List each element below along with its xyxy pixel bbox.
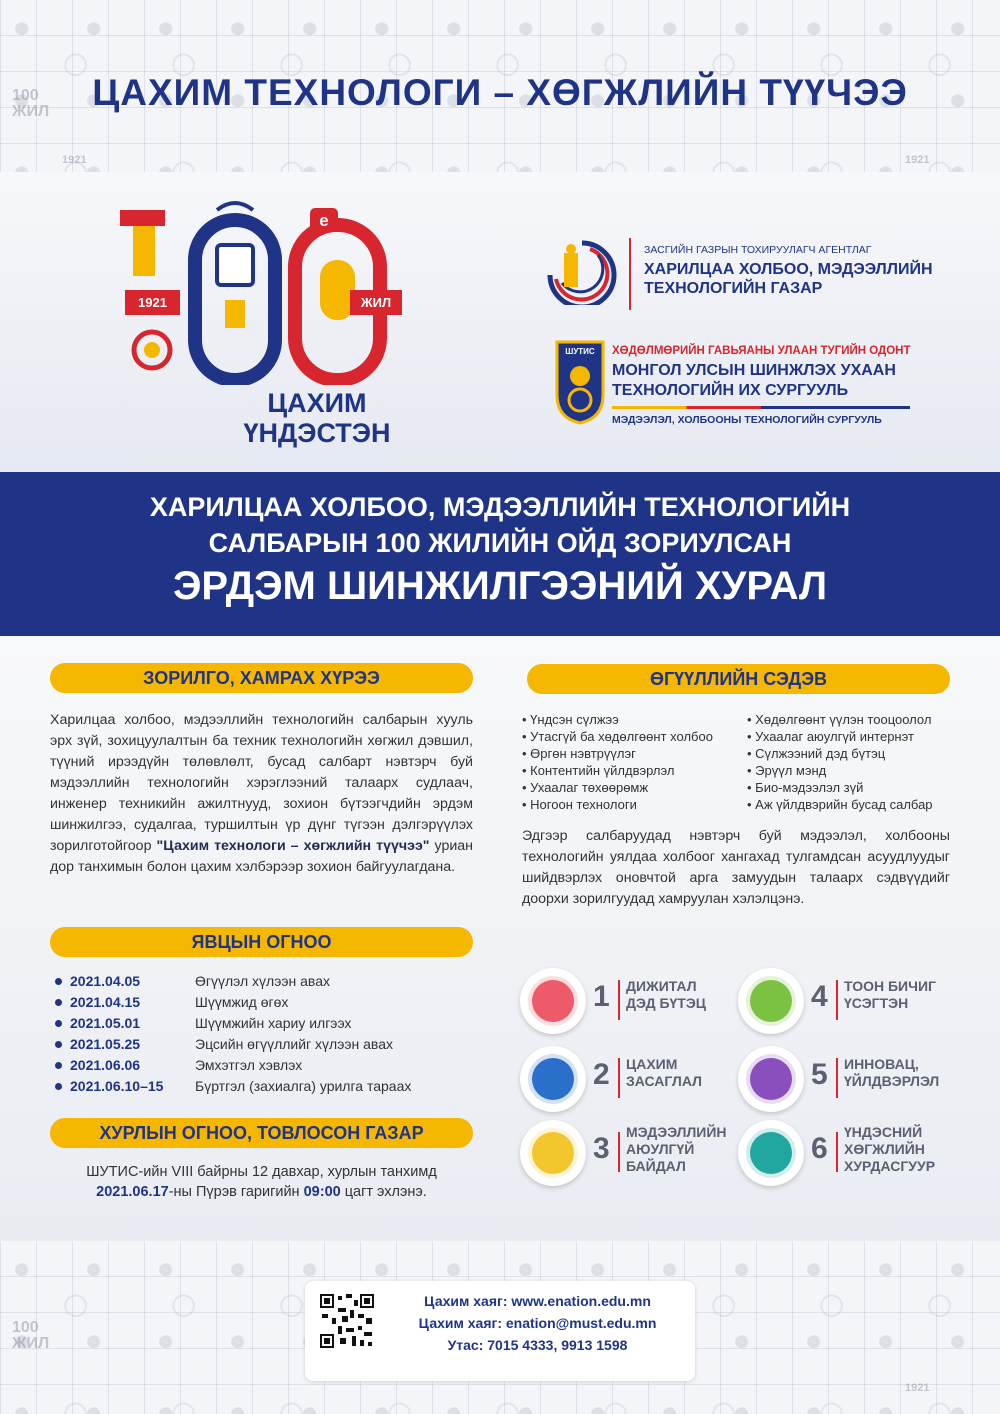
university-order: ХӨДӨЛМӨРИЙН ГАВЬЯАНЫ УЛААН ТУГИЙН ОДОНТ [612,345,911,357]
area-number: 4 [811,980,828,1013]
schedule-date: 2021.04.15 [70,994,141,1010]
government-building-icon [532,1058,574,1100]
topic-item: • Үндсэн сүлжээ [522,712,619,727]
area-divider [618,980,620,1020]
puzzle-icon [750,1132,792,1174]
schedule-date: 2021.06.06 [70,1057,141,1073]
logo-wifi-icon [217,203,253,210]
logo-microphone-icon [320,260,355,320]
area-number: 3 [593,1132,610,1165]
topic-item: • Ухаалаг аюулгүй интернэт [747,729,914,744]
schedule-text: Эцсийн өгүүллийг хүлээн авах [195,1036,393,1052]
university-name-line1: МОНГОЛ УЛСЫН ШИНЖЛЭХ УХААН [612,362,896,379]
area-information-security [520,1120,750,1186]
topic-item: • Утасгүй ба хөдөлгөөнт холбоо [522,729,713,744]
topic-item: • Өргөн нэвтрүүлэг [522,746,636,761]
qr-code-icon[interactable] [318,1292,376,1350]
event-title-line1: ХАРИЛЦАА ХОЛБОО, МЭДЭЭЛЛИЙН ТЕХНОЛОГИЙН [149,492,851,522]
watermark-year: 1921 [62,154,87,166]
agency-subtitle: ЗАСГИЙН ГАЗРЫН ТОХИРУУЛАГЧ АГЕНТЛАГ [644,244,872,256]
area-label-line: АЮУЛГҮЙ [626,1141,695,1157]
schedule-heading: ЯВЦЫН ОГНОО [50,927,473,957]
topic-item: • Контентийн үйлдвэрлэл [522,763,675,778]
venue-date: 2021.06.17 [96,1184,169,1200]
area-number: 1 [593,980,610,1013]
event-title-line2: САЛБАРЫН 100 ЖИЛИЙН ОЙД ЗОРИУЛСАН [208,528,792,558]
area-number: 6 [811,1132,828,1165]
area-divider [836,980,838,1020]
university-name-line2: ТЕХНОЛОГИЙН ИХ СУРГУУЛЬ [612,382,849,399]
contact-web[interactable]: Цахим хаяг: www.enation.edu.mn [424,1293,651,1309]
area-digital-infrastructure [520,968,750,1034]
area-label-line: ДИЖИТАЛ [626,978,697,994]
logo-bulb-icon [225,300,245,328]
area-label [844,978,936,1012]
area-label-line: ХӨГЖЛИЙН [844,1141,925,1157]
area-label-line: ИННОВАЦ, [844,1056,919,1072]
schedule-date: 2021.04.05 [70,973,141,989]
centennial-100-logo [105,190,405,385]
logo-ring-core [144,342,160,358]
goal-text-part1: Харилцаа холбоо, мэдээллийн технологийн салбарын хууль эрх зүй, зохицуулалтын ба техник технологийн хөгжил дэвшил, түүний ирээдүйн төлөвлөлт, бусад салбарт нэвтэрч буй мэдээллийн технологийн хэрэглээний талаарх судлаач, инженер техникийн ажилтнууд, зохион бүтээгчдийн эрдэм шинжилгээ, судалгаа, туршилтын үр дүнг түгээн дэлгэрүүлэх зорилготойгоор [50,712,473,854]
bullet-icon [55,1020,62,1027]
watermark-year-bottom: 1921 [905,1382,930,1394]
area-divider [618,1058,620,1098]
goal-text [50,710,473,878]
area-label-line: ТООН БИЧИГ [844,978,936,994]
goal-text-part2: уриан дор танхимын болон цахим хэлбэрээр зохион байгуулагдана. [50,838,474,875]
schedule-text: Бүртгэл (захиалга) урилга тараах [195,1078,412,1094]
area-divider [836,1058,838,1098]
agency-name [644,260,933,298]
area-label-line: ҮСЭГТЭН [844,995,909,1011]
schedule-date: 2021.06.10–15 [70,1078,164,1094]
computer-monitor-icon [750,980,792,1022]
contact-email[interactable]: Цахим хаяг: enation@must.edu.mn [418,1315,657,1331]
bullet-icon [55,1062,62,1069]
lock-icon [532,1132,574,1174]
area-national-accelerator [738,1120,968,1186]
event-title-main: ЭРДЭМ ШИНЖИЛГЭЭНИЙ ХУРАЛ [172,564,828,608]
watermark-year-right: 1921 [905,154,930,166]
area-number: 2 [593,1058,610,1091]
venue-datetime [50,1182,473,1202]
university-name [612,361,896,401]
topic-item: • Био-мэдээлэл зүй [747,780,864,795]
venue-text [50,1162,473,1202]
area-label-line: МЭДЭЭЛЛИЙН [626,1124,727,1140]
area-label-line: БАЙДАЛ [626,1158,686,1174]
university-shield-icon [555,340,605,425]
area-label-line: ДЭД БҮТЭЦ [626,995,707,1011]
area-divider [618,1132,620,1172]
page-title: ЦАХИМ ТЕХНОЛОГИ – ХӨГЖЛИЙН ТҮҮЧЭЭ [92,72,908,113]
venue-location: ШУТИС-ийн VIII байрны 12 давхар, хурлын танхимд [86,1164,437,1180]
area-label [626,1056,702,1090]
venue-heading: ХУРЛЫН ОГНОО, ТОВЛОСОН ГАЗАР [50,1118,473,1148]
area-label-line: ҮЙЛДВЭРЛЭЛ [844,1073,940,1089]
venue-start: цагт эхлэнэ. [340,1184,427,1200]
agency-name-line2: ТЕХНОЛОГИЙН ГАЗАР [644,280,823,297]
logo-years-text: ЖИЛ [360,295,392,310]
event-banner [0,472,1000,636]
goal-heading: ЗОРИЛГО, ХАМРАХ ХҮРЭЭ [50,663,473,693]
agency-emblem-icon [542,235,622,305]
contact-phone: Утас: 7015 4333, 9913 1598 [447,1337,628,1353]
topic-item: • Ногоон технологи [522,797,637,812]
university-school: МЭДЭЭЛЭЛ, ХОЛБООНЫ ТЕХНОЛОГИЙН СУРГУУЛЬ [612,414,882,426]
schedule-text: Эмхэтгэл хэвлэх [195,1057,303,1073]
schedule-date: 2021.05.01 [70,1015,141,1031]
agency-divider [629,238,631,310]
area-label-line: ҮНДЭСНИЙ [844,1124,923,1140]
university-divider [612,406,910,409]
schedule-date: 2021.05.25 [70,1036,141,1052]
topic-item: • Сүлжээний дэд бүтэц [747,746,886,761]
area-label [626,978,706,1012]
area-innovation [738,1046,968,1112]
bullet-icon [55,1083,62,1090]
venue-time: 09:00 [303,1184,341,1200]
schedule-text: Өгүүлэл хүлээн авах [195,973,330,989]
topics-heading: ӨГҮҮЛЛИЙН СЭДЭВ [527,664,950,694]
topic-item: • Аж үйлдвэрийн бусад салбар [747,797,933,812]
topic-item: • Ухаалаг төхөөрөмж [522,780,649,795]
area-label-line: ХУРДАСГУУР [844,1158,936,1174]
area-label-line: ЦАХИМ [626,1056,678,1072]
area-label [626,1124,727,1175]
logo-phone-icon [217,245,253,285]
watermark-100-years: 100 ЖИЛ [12,87,50,120]
topic-item: • Эрүүл мэнд [747,763,827,778]
schedule-text: Шүүмжийн хариу илгээх [195,1015,352,1031]
bullet-icon [55,999,62,1006]
watermark-100-years-bottom: 100 ЖИЛ [12,1319,50,1352]
topic-item: • Хөдөлгөөнт үүлэн тооцоолол [747,712,932,727]
lightbulb-icon [750,1058,792,1100]
area-label [844,1124,935,1175]
bullet-icon [55,1041,62,1048]
area-number: 5 [811,1058,828,1091]
cyber-nation-label [232,388,402,448]
bullet-icon [55,978,62,985]
agency-name-line1: ХАРИЛЦАА ХОЛБОО, МЭДЭЭЛЛИЙН [644,261,933,278]
area-digital-literacy [738,968,968,1034]
logo-tower-top [120,210,165,226]
area-label [844,1056,939,1090]
cyber-nation-line1: ЦАХИМ [267,388,367,418]
area-e-government [520,1046,750,1112]
topics-description: Эдгээр салбаруудад нэвтэрч буй мэдээлэл, холбооны технологийн уялдаа холбоог хангахад тулгамдсан асуудлуудыг шийдвэрлэх оновчтой арга замуудын талаарх сэдвүүдийг доорхи зорилгуудад хамруулан хэлэлцэнэ. [522,828,950,907]
cyber-nation-line2: ҮНДЭСТЭН [243,418,391,448]
area-divider [836,1132,838,1172]
shield-label: ШУТИС [565,347,595,356]
logo-e-letter: e [319,211,329,230]
schedule-text: Шүүмжид өгөх [195,994,289,1010]
goal-slogan: "Цахим технологи – хөгжлийн түүчээ" [156,838,430,854]
cloud-network-icon [532,980,574,1022]
logo-year-text: 1921 [138,295,167,310]
logo-tower-body [133,226,155,276]
venue-day: -ны Пүрэв гаригийн [168,1184,304,1200]
area-label-line: ЗАСАГЛАЛ [626,1073,702,1089]
